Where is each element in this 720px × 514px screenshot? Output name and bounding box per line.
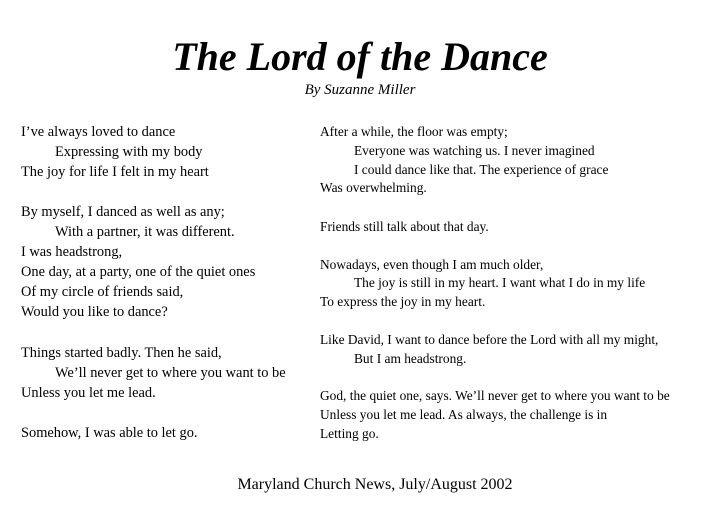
poem-line: I’ve always loved to dance xyxy=(21,124,176,140)
poem-line: Things started badly. Then he said, xyxy=(21,345,222,361)
poem-byline: By Suzanne Miller xyxy=(304,82,416,98)
poem-line: With a partner, it was different. xyxy=(55,224,235,240)
poem-line: Everyone was watching us. I never imagined xyxy=(354,143,595,158)
poem-line: By myself, I danced as well as any; xyxy=(21,204,225,220)
poem-line: Letting go. xyxy=(320,426,379,441)
poem-line: God, the quiet one, says. We’ll never get to where you want to be xyxy=(320,388,670,403)
poem-line: Unless you let me lead. As always, the challenge is in xyxy=(320,407,608,422)
poem-title: The Lord of the Dance xyxy=(172,34,548,79)
poem-line: Nowadays, even though I am much older, xyxy=(320,257,544,272)
poem-line: One day, at a party, one of the quiet ones xyxy=(21,264,256,280)
poem-line: Like David, I want to dance before the Lord with all my might, xyxy=(320,332,659,347)
poem-line: Would you like to dance? xyxy=(21,304,168,320)
poem-line: Friends still talk about that day. xyxy=(320,219,489,234)
poem-line: Was overwhelming. xyxy=(320,180,427,195)
poem-line: The joy is still in my heart. I want what I do in my life xyxy=(354,275,646,290)
poem-line: To express the joy in my heart. xyxy=(320,294,486,309)
poem-line: Unless you let me lead. xyxy=(21,385,156,401)
poem-line: Somehow, I was able to let go. xyxy=(21,425,198,441)
poem-line: I was headstrong, xyxy=(21,244,123,260)
poem-line: After a while, the floor was empty; xyxy=(320,124,508,139)
poem-line: I could dance like that. The experience of grace xyxy=(354,162,609,177)
poem-line: Of my circle of friends said, xyxy=(21,284,184,300)
poem-line: We’ll never get to where you want to be xyxy=(55,365,286,381)
poem-line: But I am headstrong. xyxy=(354,351,467,366)
poem-line: The joy for life I felt in my heart xyxy=(21,164,209,180)
poem-line: Expressing with my body xyxy=(55,144,203,160)
source-citation: Maryland Church News, July/August 2002 xyxy=(237,476,513,493)
